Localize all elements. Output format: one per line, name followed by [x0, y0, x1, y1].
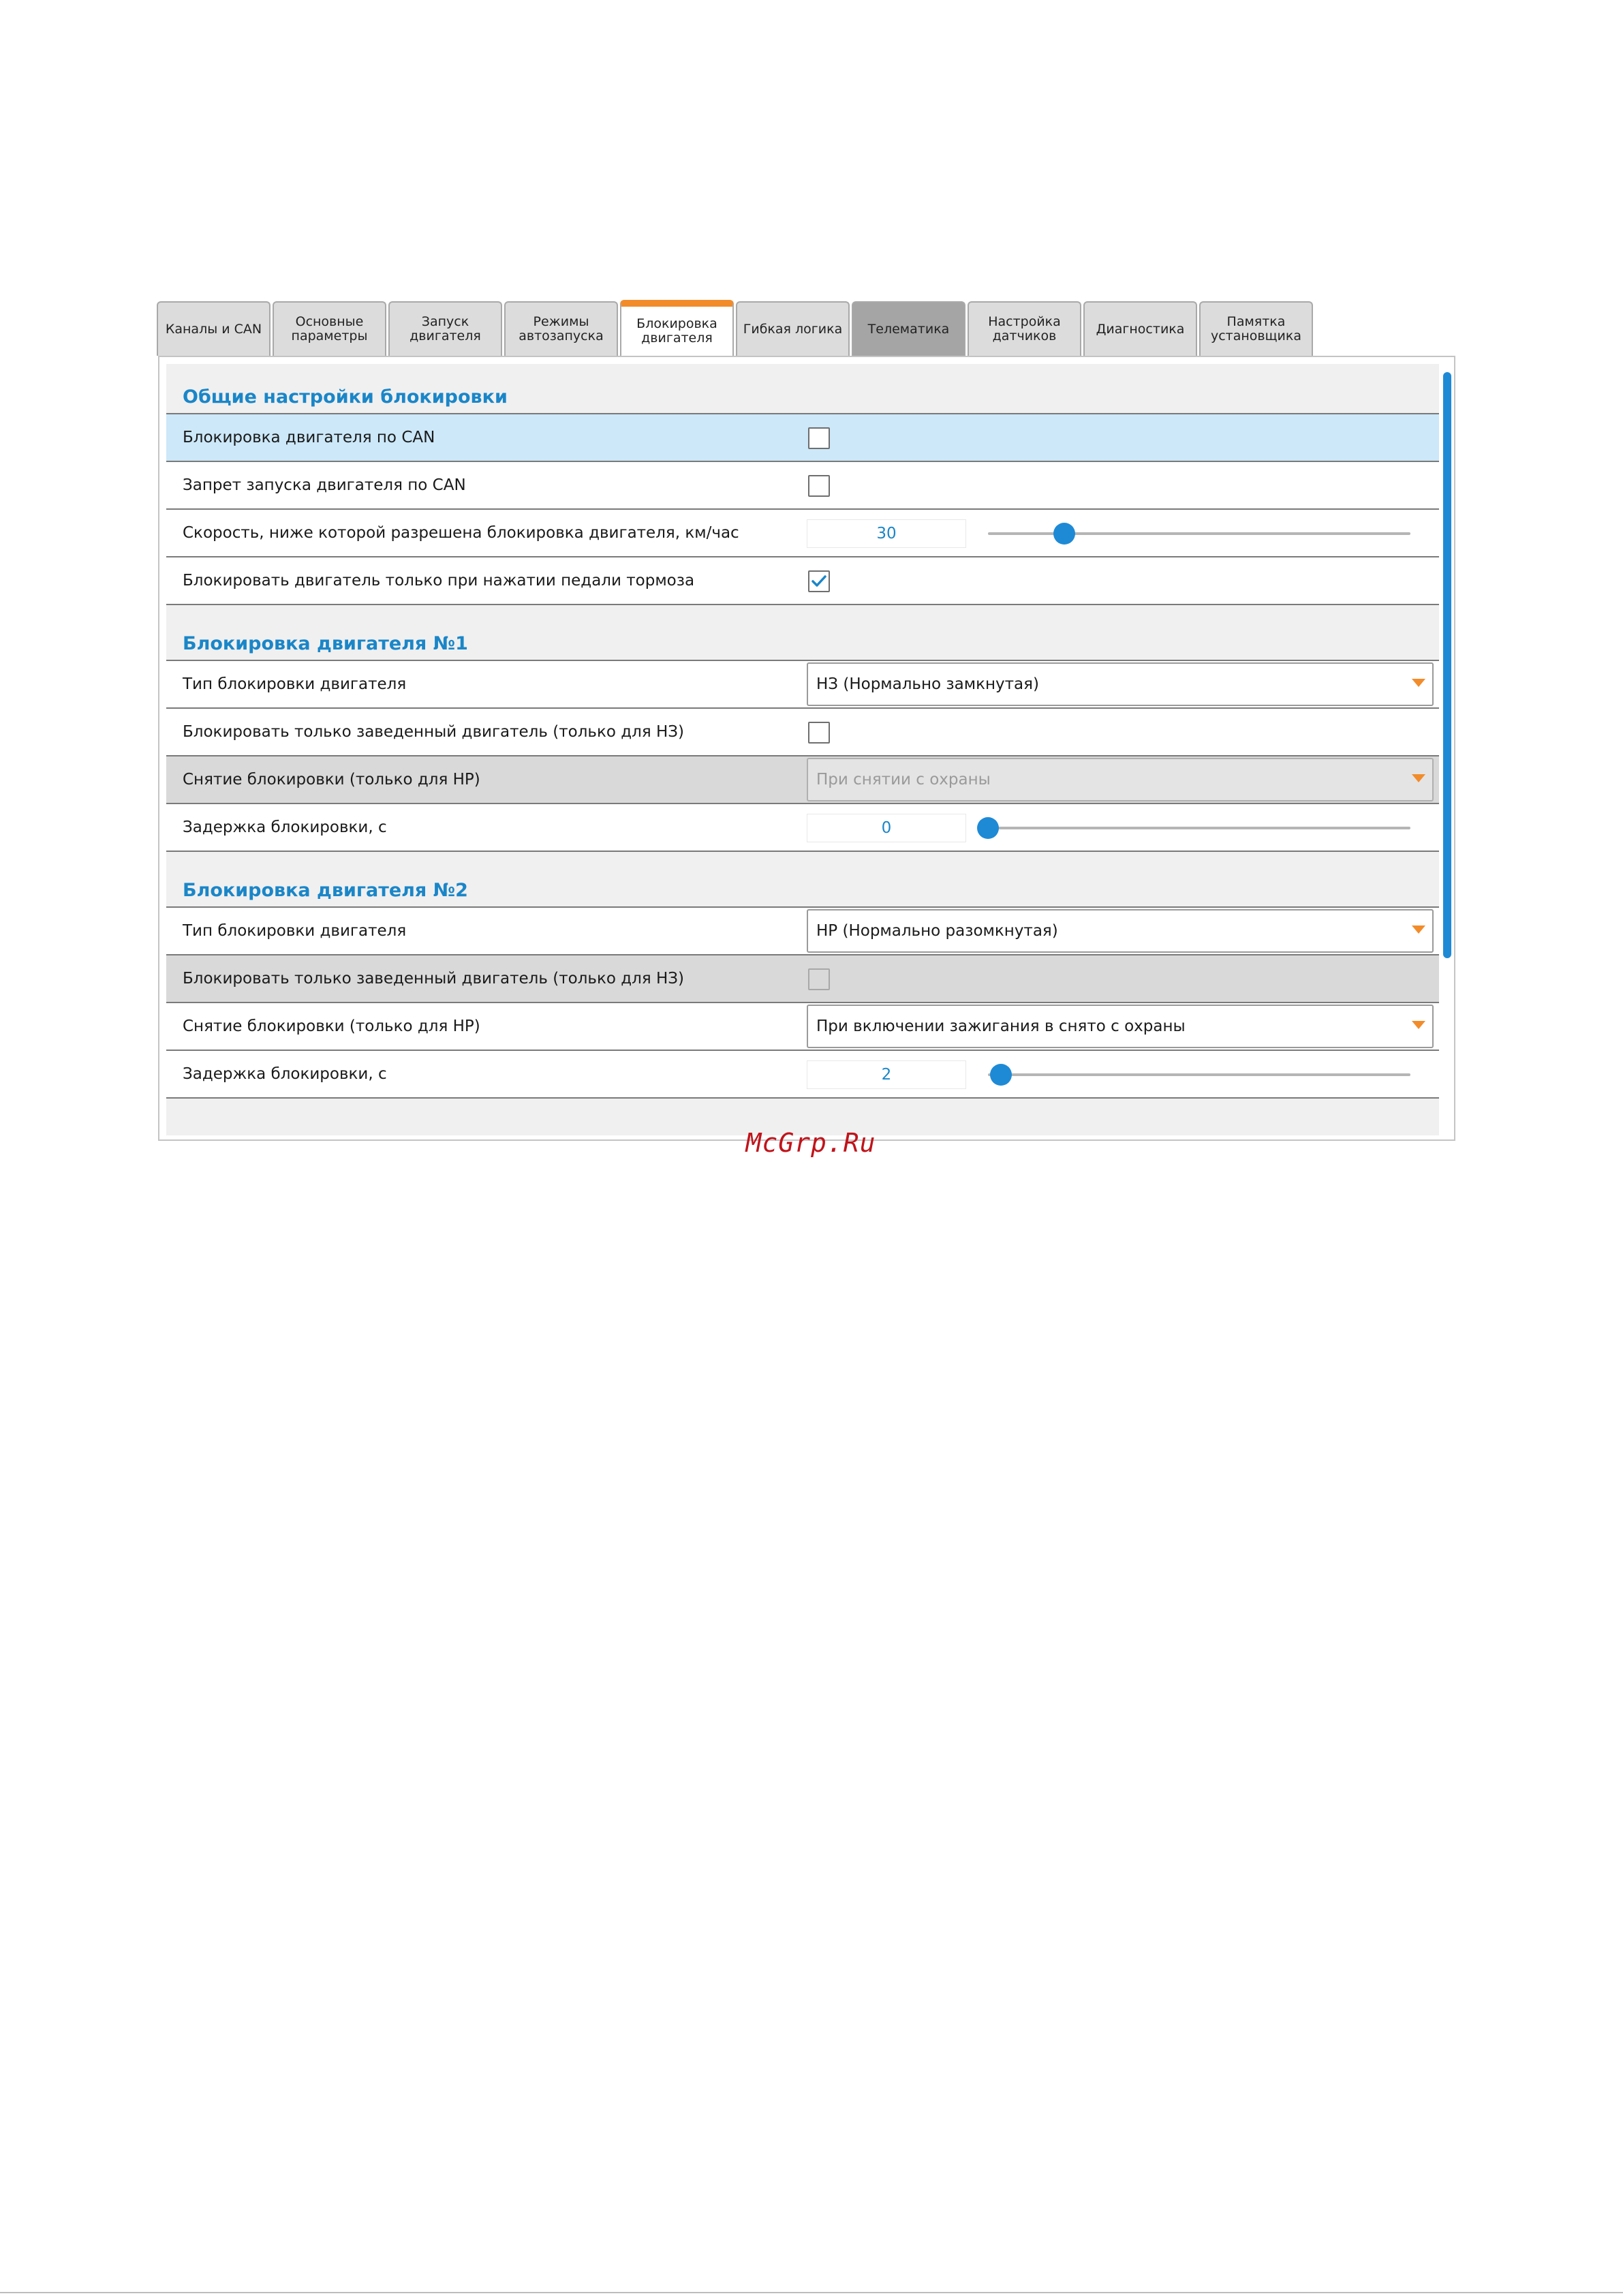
tab-sensor-setup[interactable]: Настройка датчиков — [968, 301, 1081, 356]
block2-release-select[interactable] — [807, 1005, 1434, 1048]
row-block2-delay — [166, 1051, 1439, 1099]
page-bottom-divider — [0, 2292, 1623, 2293]
section-title-block1: Блокировка двигателя №1 — [166, 627, 1439, 661]
chevron-down-icon — [1412, 774, 1425, 782]
tab-diagnostics[interactable]: Диагностика — [1083, 301, 1197, 356]
can-block-checkbox[interactable] — [808, 427, 830, 449]
tab-installer-memo[interactable]: Памятка установщика — [1199, 301, 1313, 356]
row-brake-only[interactable] — [166, 557, 1439, 605]
row-block1-release — [166, 756, 1439, 804]
tab-channels-can[interactable]: Каналы и CAN — [157, 301, 270, 356]
block1-release-select — [807, 758, 1434, 801]
chevron-down-icon — [1412, 679, 1425, 687]
settings-panel — [158, 356, 1455, 1141]
speed-slider-thumb[interactable] — [1053, 523, 1075, 545]
can-start-ban-checkbox[interactable] — [808, 475, 830, 497]
brake-only-label: Блокировать двигатель только при нажатии педали тормоза — [183, 572, 695, 590]
row-block1-type — [166, 661, 1439, 709]
block2-only-running-label: Блокировать только заведенный двигатель (только для НЗ) — [183, 970, 684, 988]
block1-delay-label: Задержка блокировки, с — [183, 818, 387, 836]
tab-telematics[interactable]: Телематика — [852, 301, 965, 356]
block1-delay-slider-track[interactable] — [988, 827, 1410, 829]
block2-delay-input[interactable]: 2 — [807, 1060, 966, 1089]
block1-release-value: При снятии с охраны — [816, 771, 991, 789]
tab-main-params[interactable]: Основные параметры — [273, 301, 386, 356]
watermark-text: McGrp.Ru — [745, 1128, 876, 1158]
block1-delay-slider-thumb[interactable] — [977, 817, 999, 839]
chevron-down-icon — [1412, 1021, 1425, 1029]
block2-type-label: Тип блокировки двигателя — [183, 922, 407, 940]
brake-only-checkbox[interactable] — [808, 570, 830, 592]
block2-type-value: НР (Нормально разомкнутая) — [816, 922, 1058, 940]
block2-release-value: При включении зажигания в снято с охраны — [816, 1017, 1186, 1035]
row-block2-release — [166, 1003, 1439, 1051]
speed-slider-track[interactable] — [988, 532, 1410, 535]
block1-type-value: НЗ (Нормально замкнутая) — [816, 675, 1039, 693]
row-speed — [166, 510, 1439, 557]
tab-engine-start[interactable]: Запуск двигателя — [388, 301, 502, 356]
block2-delay-label: Задержка блокировки, с — [183, 1065, 387, 1083]
can-block-label: Блокировка двигателя по CAN — [183, 429, 435, 446]
can-start-ban-label: Запрет запуска двигателя по CAN — [183, 476, 466, 494]
row-block1-only-running[interactable] — [166, 709, 1439, 756]
block2-release-label: Снятие блокировки (только для НР) — [183, 1017, 480, 1035]
section-title-block2: Блокировка двигателя №2 — [166, 874, 1439, 908]
vertical-scrollbar[interactable] — [1443, 372, 1451, 958]
block2-only-running-checkbox — [808, 968, 830, 990]
tab-flex-logic[interactable]: Гибкая логика — [736, 301, 850, 356]
speed-label: Скорость, ниже которой разрешена блокировка двигателя, км/час — [183, 524, 739, 542]
block1-delay-input[interactable]: 0 — [807, 814, 966, 842]
chevron-down-icon — [1412, 925, 1425, 934]
block1-type-select[interactable] — [807, 662, 1434, 706]
block1-release-label: Снятие блокировки (только для НР) — [183, 771, 480, 789]
settings-list — [166, 364, 1439, 1135]
row-block2-type — [166, 908, 1439, 955]
row-can-start-ban[interactable] — [166, 462, 1439, 510]
block1-only-running-label: Блокировать только заведенный двигатель (только для НЗ) — [183, 723, 684, 741]
block2-delay-slider-track[interactable] — [988, 1073, 1410, 1076]
row-block2-only-running — [166, 955, 1439, 1003]
tab-engine-block[interactable]: Блокировка двигателя — [620, 300, 734, 356]
block2-type-select[interactable] — [807, 909, 1434, 953]
block1-type-label: Тип блокировки двигателя — [183, 675, 407, 693]
block2-delay-slider-thumb[interactable] — [990, 1064, 1012, 1086]
row-can-block[interactable] — [166, 414, 1439, 462]
checkmark-icon — [811, 574, 827, 589]
section-title-general: Общие настройки блокировки — [166, 380, 1439, 414]
row-block1-delay — [166, 804, 1439, 852]
block1-only-running-checkbox[interactable] — [808, 722, 830, 744]
speed-input[interactable]: 30 — [807, 519, 966, 548]
tab-autostart-modes[interactable]: Режимы автозапуска — [504, 301, 618, 356]
